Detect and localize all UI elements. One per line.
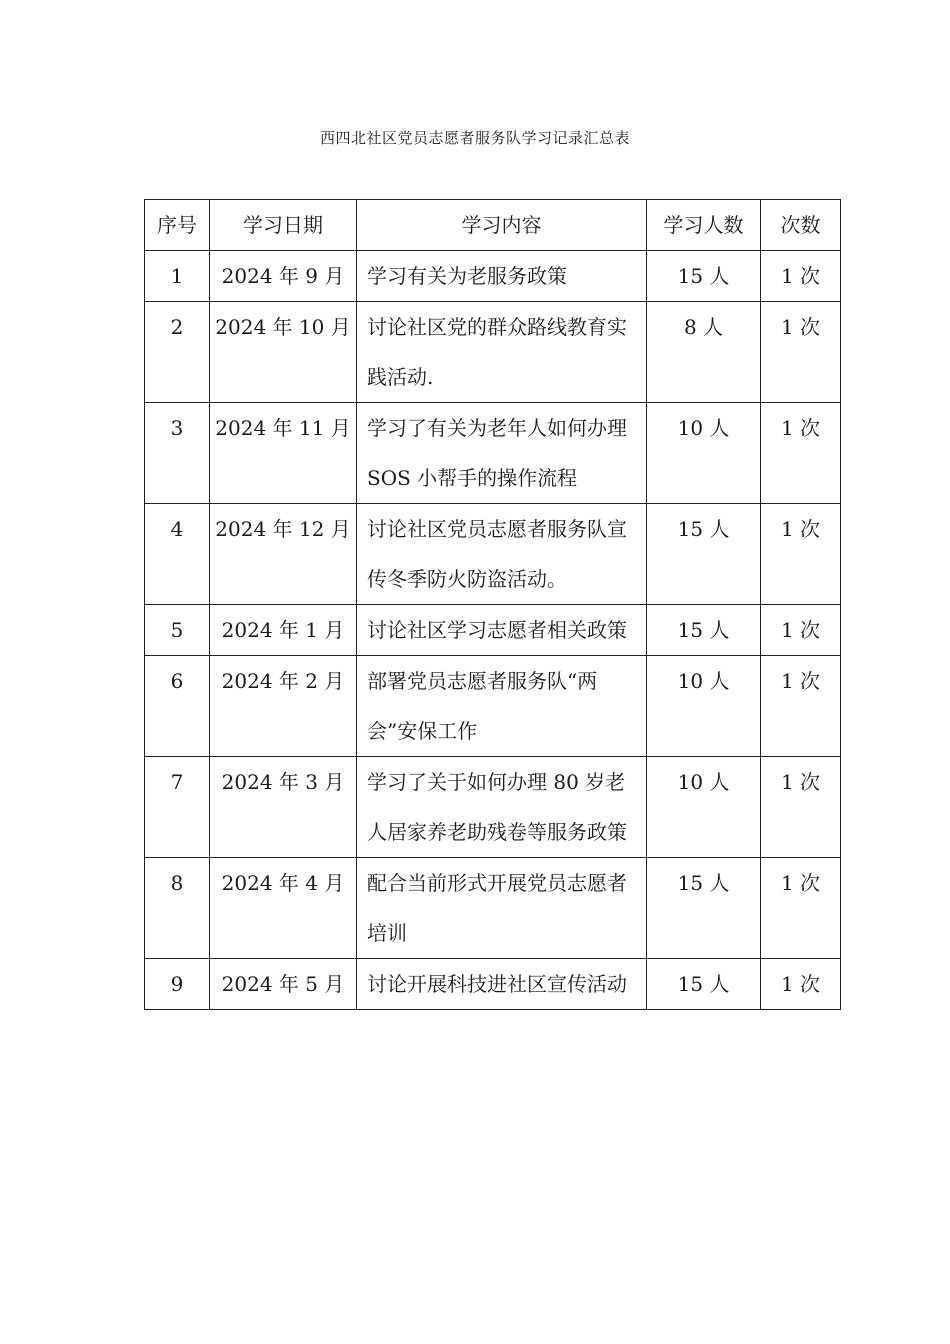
table-row (145, 959, 841, 1010)
row-times: 1 次 (761, 251, 841, 302)
table-header-row (145, 200, 841, 251)
table-row (145, 605, 841, 656)
row-date: 2024 年 11 月 (210, 403, 357, 504)
header-index: 序号 (145, 200, 210, 251)
header-date: 学习日期 (210, 200, 357, 251)
row-topic: 学习了有关为老年人如何办理 SOS 小帮手的操作流程 (357, 403, 647, 504)
row-topic: 配合当前形式开展党员志愿者培训 (357, 858, 647, 959)
table-row (145, 504, 841, 605)
row-index: 2 (145, 302, 210, 403)
row-count: 10 人 (647, 757, 761, 858)
row-times: 1 次 (761, 403, 841, 504)
table-row (145, 251, 841, 302)
row-times: 1 次 (761, 656, 841, 757)
table-row (145, 302, 841, 403)
header-count: 学习人数 (647, 200, 761, 251)
row-topic: 学习了关于如何办理 80 岁老人居家养老助残卷等服务政策 (357, 757, 647, 858)
row-count: 15 人 (647, 504, 761, 605)
row-count: 15 人 (647, 858, 761, 959)
row-times: 1 次 (761, 959, 841, 1010)
row-date: 2024 年 9 月 (210, 251, 357, 302)
row-index: 8 (145, 858, 210, 959)
row-date: 2024 年 4 月 (210, 858, 357, 959)
row-count: 8 人 (647, 302, 761, 403)
row-times: 1 次 (761, 757, 841, 858)
table-row (145, 858, 841, 959)
row-count: 15 人 (647, 605, 761, 656)
row-index: 9 (145, 959, 210, 1010)
table-row (145, 656, 841, 757)
row-date: 2024 年 2 月 (210, 656, 357, 757)
row-index: 3 (145, 403, 210, 504)
row-topic: 讨论社区党的群众路线教育实践活动. (357, 302, 647, 403)
header-times: 次数 (761, 200, 841, 251)
row-date: 2024 年 3 月 (210, 757, 357, 858)
row-topic: 部署党员志愿者服务队“两会”安保工作 (357, 656, 647, 757)
page-title: 西四北社区党员志愿者服务队学习记录汇总表 (319, 129, 630, 147)
row-date: 2024 年 5 月 (210, 959, 357, 1010)
row-count: 10 人 (647, 656, 761, 757)
row-times: 1 次 (761, 504, 841, 605)
row-index: 7 (145, 757, 210, 858)
records-table (144, 199, 841, 1010)
row-date: 2024 年 12 月 (210, 504, 357, 605)
row-index: 5 (145, 605, 210, 656)
row-topic: 讨论社区学习志愿者相关政策 (357, 605, 647, 656)
row-count: 15 人 (647, 251, 761, 302)
row-count: 10 人 (647, 403, 761, 504)
row-count: 15 人 (647, 959, 761, 1010)
row-index: 6 (145, 656, 210, 757)
header-topic: 学习内容 (357, 200, 647, 251)
row-topic: 讨论开展科技进社区宣传活动 (357, 959, 647, 1010)
row-times: 1 次 (761, 302, 841, 403)
row-index: 4 (145, 504, 210, 605)
row-index: 1 (145, 251, 210, 302)
table-row (145, 403, 841, 504)
row-times: 1 次 (761, 858, 841, 959)
row-topic: 学习有关为老服务政策 (357, 251, 647, 302)
row-topic: 讨论社区党员志愿者服务队宣传冬季防火防盗活动。 (357, 504, 647, 605)
row-date: 2024 年 10 月 (210, 302, 357, 403)
row-times: 1 次 (761, 605, 841, 656)
row-date: 2024 年 1 月 (210, 605, 357, 656)
table-row (145, 757, 841, 858)
